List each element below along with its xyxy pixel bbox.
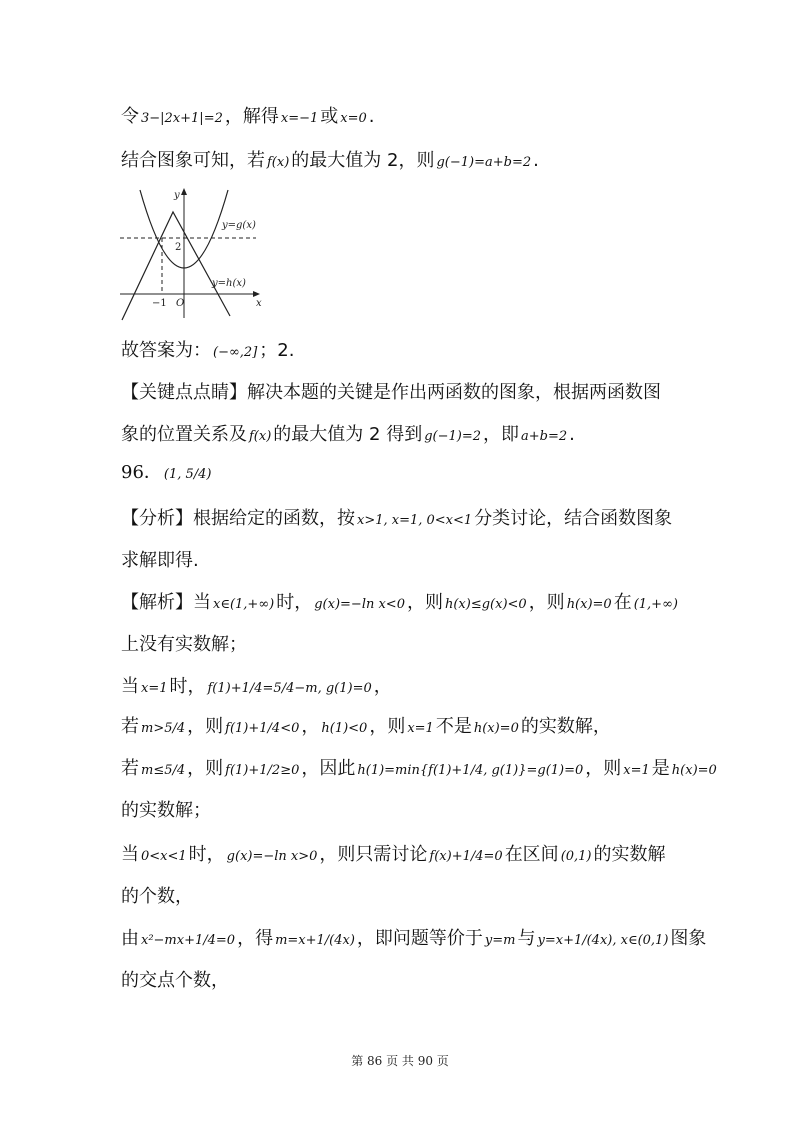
math: x∈(1,+∞) (213, 597, 275, 612)
text: ， (373, 676, 392, 697)
text: ， (301, 716, 320, 737)
math: f(1)+1/2≥0 (225, 763, 300, 778)
text: 当 (121, 676, 139, 697)
math: (1,+∞) (633, 597, 678, 612)
label-two: 2 (175, 242, 182, 253)
label-g: y=g(x) (222, 220, 256, 231)
text: ，则只需讨论 (319, 844, 428, 865)
math: y=m (484, 933, 516, 948)
label-x: x (256, 298, 262, 309)
text: 与 (517, 928, 536, 949)
text: . (533, 150, 539, 171)
answer-interval: (1, 5/4) (163, 467, 212, 482)
math: 3−|2x+1|=2 (141, 111, 223, 126)
text: ，则 (585, 758, 622, 779)
question-number-line (121, 462, 214, 486)
x-axis-arrow (253, 291, 260, 297)
text-line (121, 970, 229, 992)
text: 时， (188, 844, 225, 865)
math: g(x)=−ln x>0 (226, 849, 318, 864)
text: ，则 (528, 592, 565, 613)
text-line (121, 800, 211, 822)
text: 的实数解， (520, 716, 611, 737)
math: x=1 (407, 721, 434, 736)
math: a+b=2 (521, 429, 568, 444)
text: 【解析】当 (121, 592, 211, 613)
text: ，得 (237, 928, 274, 949)
label-y: y (174, 190, 180, 201)
text-line (121, 844, 666, 868)
text: 求解即得. (121, 550, 199, 571)
text: 若 (121, 716, 139, 737)
text-line (121, 508, 672, 532)
text: 的最大值为 2，则 (291, 150, 435, 171)
text: 的实数解； (121, 800, 211, 821)
math: g(x)=−ln x<0 (314, 597, 405, 612)
question-number: 96． (121, 462, 162, 483)
math: f(x) (267, 155, 290, 170)
text: ，即问题等价于 (356, 928, 483, 949)
y-axis-arrow (181, 188, 187, 195)
text: 的个数， (121, 886, 193, 907)
text: 若 (121, 758, 139, 779)
text: 故答案为： (121, 340, 211, 361)
text-line (121, 886, 193, 908)
text-line (121, 106, 374, 130)
math: x>1, x=1, 0<x<1 (357, 513, 473, 528)
text: 【分析】根据给定的函数，按 (121, 508, 355, 529)
math: m>5/4 (141, 721, 186, 736)
text: 时， (276, 592, 313, 613)
text: ，则 (406, 592, 443, 613)
text: ，解得 (224, 106, 279, 127)
math: g(−1)=2 (424, 429, 481, 444)
math: x=−1 (280, 111, 319, 126)
text-line (121, 592, 680, 616)
text: 的最大值为 2 得到 (273, 424, 423, 445)
text-line (121, 928, 706, 952)
text-line (121, 150, 539, 174)
label-neg-one: −1 (152, 298, 167, 309)
text: 时， (169, 676, 206, 697)
text-line (121, 676, 392, 700)
math: h(x)=0 (473, 721, 519, 736)
math: x=1 (141, 681, 168, 696)
math: f(x)+1/4=0 (429, 849, 503, 864)
math: m≤5/4 (141, 763, 186, 778)
text: 当 (121, 844, 139, 865)
text: 的实数解 (593, 844, 666, 865)
text: 或 (320, 106, 339, 127)
math: (0,1) (560, 849, 592, 864)
math: x=0 (340, 111, 367, 126)
math: f(1)+1/4<0 (225, 721, 300, 736)
text: 在区间 (504, 844, 559, 865)
text-line (121, 550, 199, 572)
page-footer: 第 86 页 共 90 页 (351, 1054, 449, 1068)
math: (−∞,2] (213, 345, 258, 360)
text: 由 (121, 928, 139, 949)
text: ，因此 (301, 758, 356, 779)
text-line (121, 424, 575, 448)
text: . (368, 106, 375, 127)
text: 象的位置关系及 (121, 424, 247, 445)
label-origin: O (176, 298, 185, 309)
text: 分类讨论，结合函数图象 (474, 508, 673, 529)
math: h(x)≤g(x)<0 (444, 597, 527, 612)
math: h(x)=0 (671, 763, 717, 778)
math: x²−mx+1/4=0 (141, 933, 236, 948)
label-h: y=h(x) (212, 278, 246, 289)
math: h(1)=min{f(1)+1/4, g(1)}=g(1)=0 (357, 763, 584, 778)
text: 在 (613, 592, 632, 613)
text: 的交点个数， (121, 970, 229, 991)
text: ，则 (369, 716, 406, 737)
text: . (569, 424, 575, 445)
math: h(x)=0 (566, 597, 612, 612)
text: 令 (121, 106, 139, 127)
math: h(1)<0 (321, 721, 368, 736)
math: f(x) (249, 429, 272, 444)
text: ，则 (187, 758, 224, 779)
text-line (121, 758, 719, 782)
text: 图象 (670, 928, 707, 949)
text: 是 (651, 758, 670, 779)
text: 结合图象可知，若 (121, 150, 265, 171)
text: ，则 (187, 716, 224, 737)
text: 【关键点点睛】解决本题的关键是作出两函数的图象，根据两函数图 (121, 382, 661, 403)
math: y=x+1/(4x), x∈(0,1) (537, 933, 669, 948)
text-line (121, 716, 611, 740)
function-graph (118, 186, 268, 326)
text-line (121, 340, 294, 364)
math: m=x+1/(4x) (275, 933, 355, 948)
text: ，即 (483, 424, 519, 445)
math: x=1 (623, 763, 650, 778)
text-line (121, 382, 661, 404)
text: 不是 (435, 716, 472, 737)
math: f(1)+1/4=5/4−m, g(1)=0 (207, 681, 372, 696)
math: 0<x<1 (141, 849, 187, 864)
text: ；2. (259, 340, 295, 361)
math: g(−1)=a+b=2 (436, 155, 532, 170)
text-line (121, 634, 247, 656)
text: 上没有实数解； (121, 634, 247, 655)
